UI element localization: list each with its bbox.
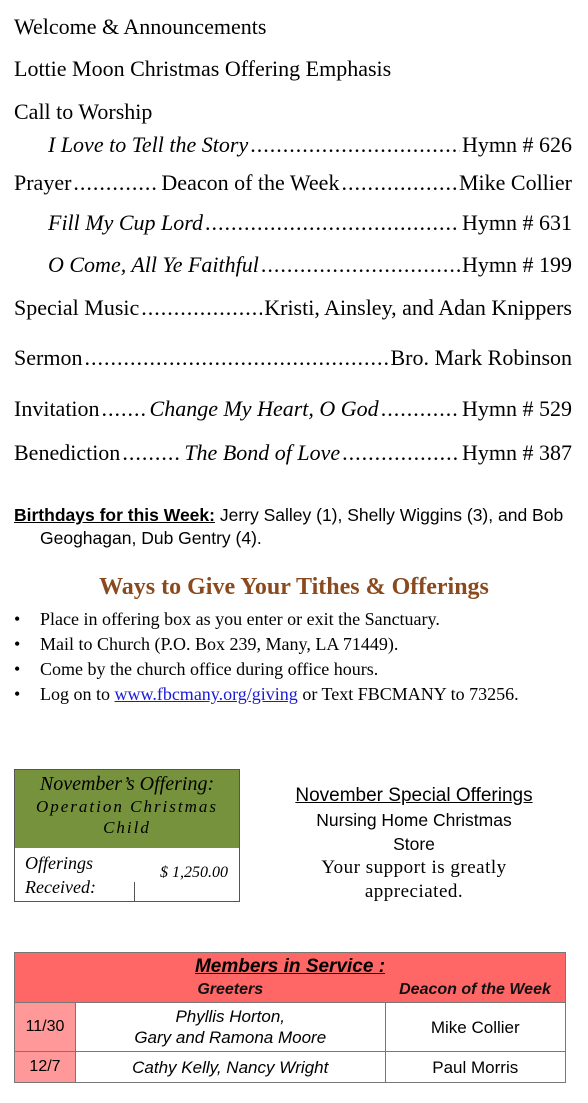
- birthdays-label: Birthdays for this Week:: [14, 505, 215, 525]
- invitation-hymn-title: Change My Heart, O God: [149, 396, 379, 421]
- list-item: [14, 657, 574, 682]
- item-text: Come by the church office during office hours.: [40, 659, 379, 679]
- hymn-number: Hymn # 529: [462, 396, 572, 421]
- hymn-number: Hymn # 199: [462, 252, 572, 277]
- sermon-speaker: Bro. Mark Robinson: [390, 345, 572, 370]
- prayer-role: Deacon of the Week: [161, 170, 340, 195]
- item-text: Mail to Church (P.O. Box 239, Many, LA 71449).: [40, 634, 399, 654]
- leader-dots: [84, 345, 388, 371]
- leader-dots: [141, 295, 262, 321]
- prayer-row: [14, 170, 572, 196]
- greeters-line: Phyllis Horton,: [175, 1007, 286, 1026]
- label-line: Offerings: [25, 853, 94, 873]
- column-deacon: Deacon of the Week: [385, 981, 566, 1003]
- greeters-cell: Cathy Kelly, Nancy Wright: [76, 1052, 386, 1083]
- special-music-performers: Kristi, Ainsley, and Adan Knippers: [264, 295, 572, 320]
- prayer-label: Prayer: [14, 170, 72, 195]
- offering-title: November’s Offering:: [39, 773, 215, 795]
- divider: [134, 882, 135, 901]
- list-item: [14, 632, 574, 657]
- table-row: [15, 1052, 566, 1083]
- leader-dots: [261, 252, 460, 278]
- leader-dots: [381, 396, 460, 422]
- hymn-title: O Come, All Ye Faithful: [48, 252, 259, 277]
- offering-body: [15, 848, 239, 901]
- offering-subtitle: Operation Christmas Child: [35, 797, 219, 837]
- benediction-row: [14, 440, 572, 466]
- hymn-row-3: [48, 252, 572, 278]
- leader-dots: [342, 440, 460, 466]
- leader-dots: [341, 170, 457, 196]
- birthdays-line1: Jerry Salley (1), Shelly Wiggins (3), and Bob: [219, 505, 564, 525]
- leader-dots: [250, 132, 460, 158]
- item-text: or Text FBCMANY to 73256.: [302, 684, 519, 704]
- list-item: [14, 682, 574, 707]
- invitation-row: [14, 396, 572, 422]
- column-greeters: Greeters: [76, 981, 386, 1003]
- item-text: Log on to: [40, 684, 110, 704]
- sermon-label: Sermon: [14, 345, 83, 370]
- members-title: Members in Service :: [15, 953, 566, 982]
- special-music-label: Special Music: [14, 295, 140, 320]
- special-music-row: [14, 295, 572, 321]
- offering-amount: $ 1,250.00: [160, 864, 228, 881]
- hymn-row-2: [48, 210, 572, 236]
- service-date: 12/7: [15, 1052, 76, 1083]
- offering-header: [15, 770, 239, 848]
- leader-dots: [102, 396, 148, 422]
- leader-dots: [122, 440, 182, 466]
- special-line: appreciated.: [364, 881, 464, 902]
- offerings-received-label: [25, 851, 96, 899]
- members-in-service-table: [14, 952, 566, 1083]
- hymn-number: Hymn # 387: [462, 440, 572, 465]
- special-line: Your support is greatly: [321, 857, 507, 878]
- label-line: Received:: [25, 877, 96, 897]
- invitation-label: Invitation: [14, 396, 100, 421]
- call-to-worship: Call to Worship: [14, 99, 153, 124]
- hymn-title: I Love to Tell the Story: [48, 132, 249, 157]
- special-line: Store: [393, 834, 435, 854]
- item-text: Place in offering box as you enter or exit the Sanctuary.: [40, 609, 440, 629]
- welcome-announcements: Welcome & Announcements: [14, 14, 267, 39]
- service-date: 11/30: [15, 1003, 76, 1052]
- deacon-cell: Mike Collier: [385, 1003, 566, 1052]
- table-row: [15, 1003, 566, 1052]
- benediction-label: Benediction: [14, 440, 121, 465]
- giving-link[interactable]: www.fbcmany.org/giving: [114, 684, 298, 704]
- special-offerings: [278, 784, 550, 904]
- hymn-number: Hymn # 631: [462, 210, 572, 235]
- list-item: [14, 607, 574, 632]
- special-offerings-heading: November Special Offerings: [295, 785, 533, 806]
- greeters-line: Gary and Ramona Moore: [134, 1028, 327, 1047]
- hymn-title: Fill My Cup Lord: [48, 210, 204, 235]
- special-line: Nursing Home Christmas: [316, 810, 512, 830]
- table-header: [15, 953, 566, 982]
- ways-to-give-title: Ways to Give Your Tithes & Offerings: [99, 574, 489, 600]
- birthdays-section: [14, 504, 574, 550]
- lottie-moon-emphasis: Lottie Moon Christmas Offering Emphasis: [14, 56, 392, 81]
- hymn-row-1: [48, 132, 572, 158]
- deacon-cell: Paul Morris: [385, 1052, 566, 1083]
- benediction-hymn-title: The Bond of Love: [184, 440, 341, 465]
- greeters-cell: [76, 1003, 386, 1052]
- birthdays-line2: Geoghagan, Dub Gentry (4).: [40, 528, 262, 548]
- prayer-leader: Mike Collier: [458, 170, 572, 195]
- sermon-row: [14, 345, 572, 371]
- table-column-headers: [15, 981, 566, 1003]
- november-offering-box: [14, 769, 240, 902]
- leader-dots: [73, 170, 159, 196]
- hymn-number: Hymn # 626: [462, 132, 572, 157]
- ways-to-give-list: [14, 607, 574, 707]
- leader-dots: [205, 210, 460, 236]
